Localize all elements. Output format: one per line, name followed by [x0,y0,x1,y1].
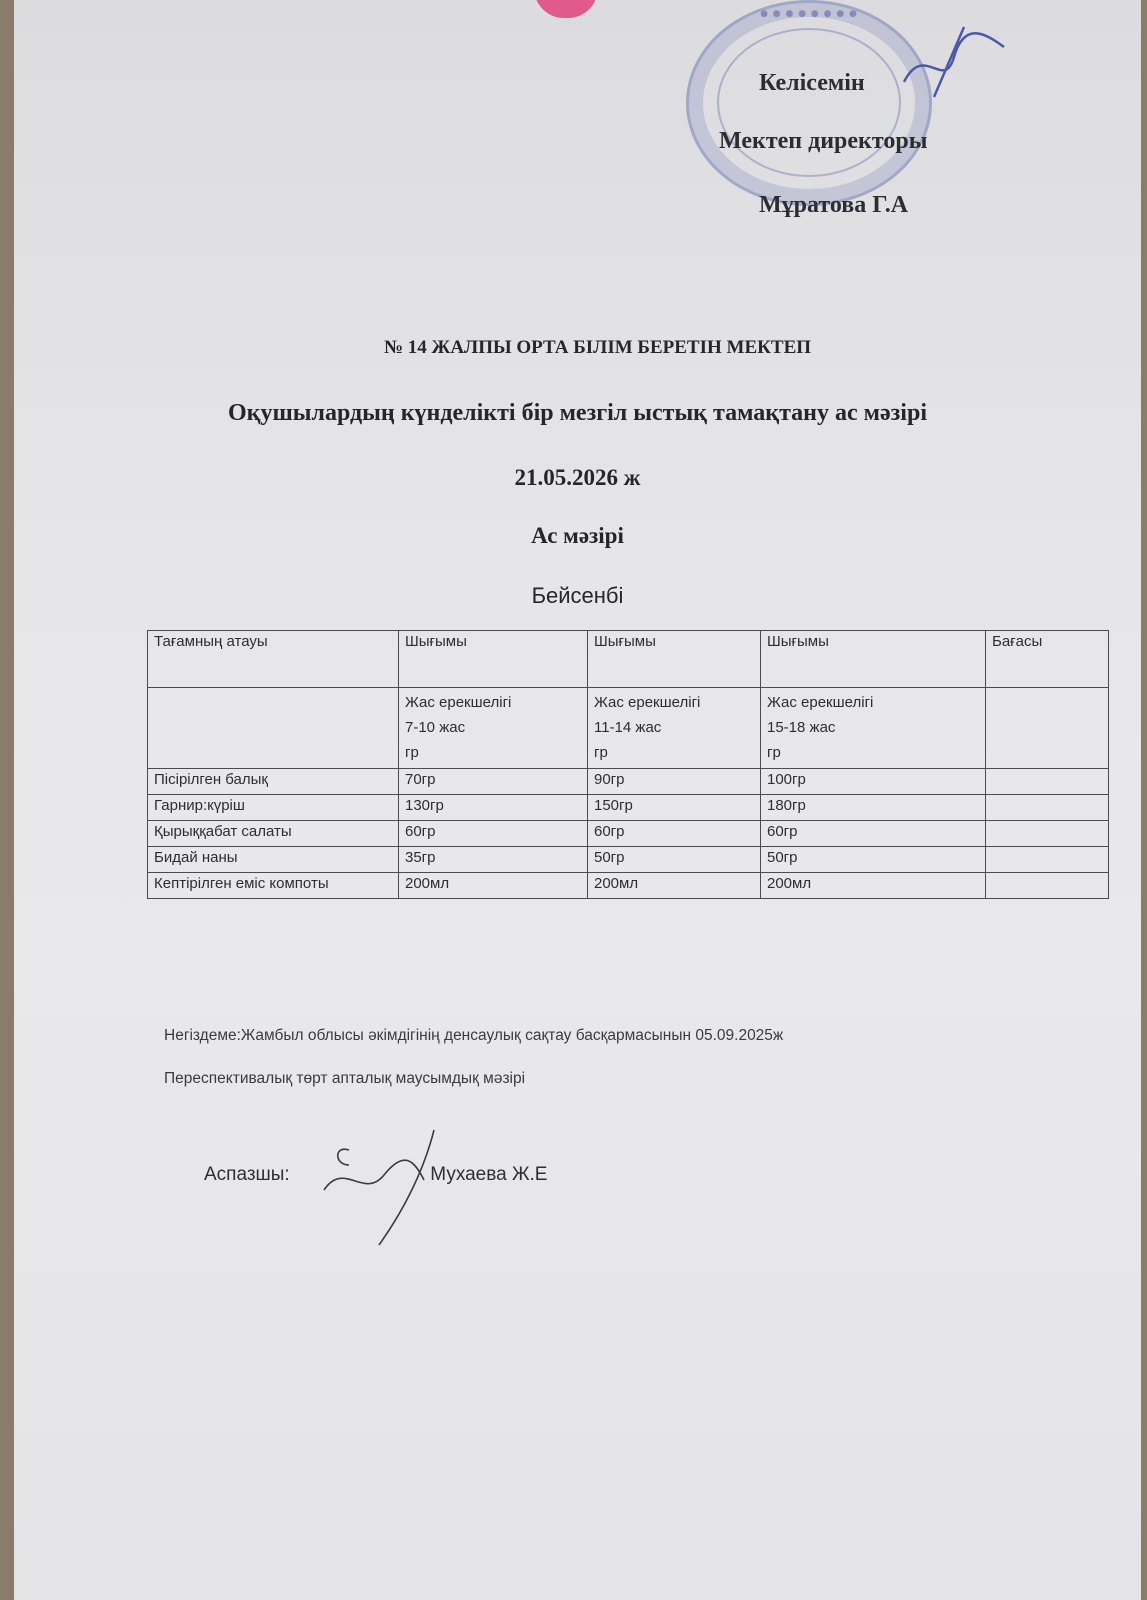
weekday: Бейсенбі [531,583,624,608]
table-row [148,821,1109,847]
column-header: Бағасы [986,631,1109,688]
price [986,795,1109,821]
table-row [148,873,1109,899]
portion-11-14: 200мл [588,873,761,899]
table-header-row [148,631,1109,688]
table-row [148,795,1109,821]
age-group-cell: Жас ерекшелігі 11-14 жас гр [588,688,761,769]
dish-name: Пісірілген балық [148,769,399,795]
portion-7-10: 35гр [399,847,588,873]
portion-7-10: 70гр [399,769,588,795]
document-page [14,0,1141,1600]
dish-name: Гарнир:күріш [148,795,399,821]
dish-name: Бидай наны [148,847,399,873]
portion-15-18: 60гр [761,821,986,847]
column-header: Шығымы [588,631,761,688]
price [986,873,1109,899]
basis-note-line-1: Негіздеме:Жамбыл облысы әкімдігінің денсаулық сақтау басқармасынын 05.09.2025ж [164,1027,784,1044]
approval-line-1: Келісемін [759,70,865,96]
portion-7-10: 130гр [399,795,588,821]
pin-icon [534,0,598,18]
menu-date: 21.05.2026 ж [514,465,641,490]
table-row [148,847,1109,873]
price [986,847,1109,873]
age-group-cell: Жас ерекшелігі 7-10 жас гр [399,688,588,769]
approval-line-2: Мектеп директоры [719,128,928,154]
column-header: Тағамның атауы [148,631,399,688]
school-name: № 14 ЖАЛПЫ ОРТА БІЛІМ БЕРЕТІН МЕКТЕП [383,337,812,358]
cook-name: Мухаева Ж.Е [430,1164,548,1185]
official-seal: ● ● ● ● ● ● ● ● [686,0,932,206]
approval-line-3: Мұратова Г.А [759,192,909,218]
portion-11-14: 90гр [588,769,761,795]
column-header: Шығымы [399,631,588,688]
column-header: Шығымы [761,631,986,688]
document-subtitle: Оқушылардың күнделікті бір мезгіл ыстық тамақтану ас мәзірі [228,400,927,426]
menu-table [147,630,1109,899]
cook-signature [304,1110,474,1250]
dish-name: Қырыққабат салаты [148,821,399,847]
age-group-cell: Жас ерекшелігі 15-18 жас гр [761,688,986,769]
portion-11-14: 60гр [588,821,761,847]
portion-15-18: 180гр [761,795,986,821]
table-row [148,769,1109,795]
portion-7-10: 60гр [399,821,588,847]
cook-label: Аспазшы: [204,1164,290,1185]
menu-title: Ас мәзірі [531,523,624,548]
portion-15-18: 100гр [761,769,986,795]
dish-name: Кептірілген еміс компоты [148,873,399,899]
portion-11-14: 50гр [588,847,761,873]
portion-11-14: 150гр [588,795,761,821]
price [986,821,1109,847]
age-group-row [148,688,1109,769]
price [986,769,1109,795]
portion-15-18: 50гр [761,847,986,873]
director-signature [894,22,1014,112]
portion-7-10: 200мл [399,873,588,899]
basis-note-line-2: Переспективалық төрт апталық маусымдық мәзірі [164,1070,526,1087]
portion-15-18: 200мл [761,873,986,899]
